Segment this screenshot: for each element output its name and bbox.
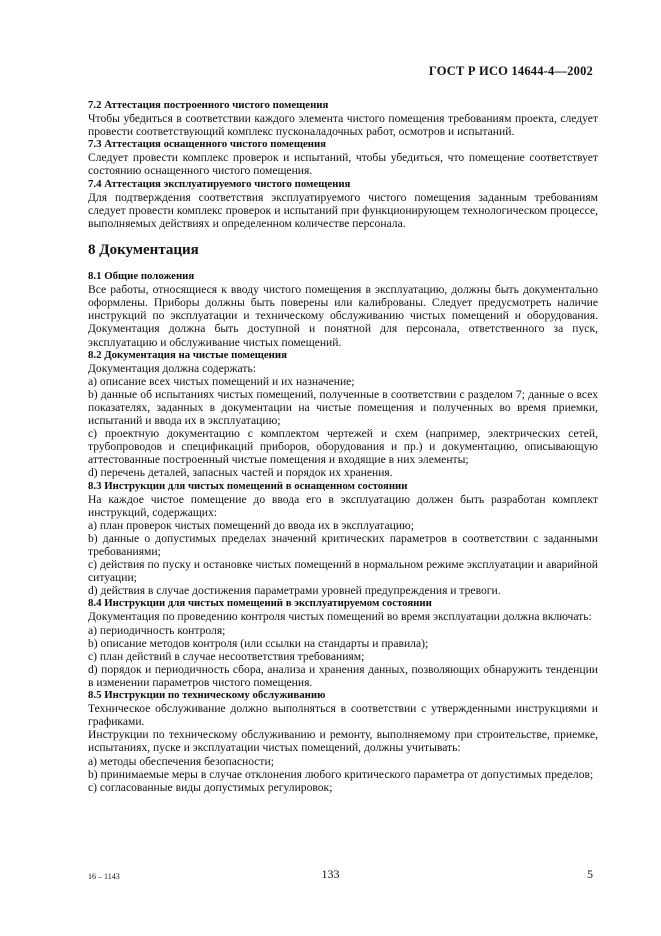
paragraph: Документация по проведению контроля чистых помещений во время эксплуатации должна включать: xyxy=(88,610,592,624)
paragraph: с) проектную документацию с комплектом чертежей и схем (например, электрических сетей, трубопроводов и спецификаций приборов, оборудования и пр.) и документацию, описывающую аттестованные построенный чистые помещения и входящие в них элементы; xyxy=(88,427,598,467)
paragraph: Документация должна содержать: xyxy=(88,361,256,375)
paragraph: с) план действий в случае несоответствия требованиям; xyxy=(88,649,365,663)
paragraph: b) данные об испытаниях чистых помещений, полученные в соответствии с разделом 7; данные о всех показателях, заданных в документации на чистые помещения и полученных во время приемки, испытаний и ввода их в эксплуатацию; xyxy=(88,387,598,428)
paragraph: Инструкции по техническому обслуживанию и ремонту, выполняемому при строительстве, приемке, испытаниях, пуске и эксплуатации чистых помещений, должны учитывать: xyxy=(88,728,598,755)
paragraph: b) принимаемые меры в случае отклонения любого критического параметра от допустимых пределов; xyxy=(88,767,594,781)
subsection-heading: 8.4 Инструкции для чистых помещений в эксплуатируемом состоянии xyxy=(88,597,432,610)
document-body xyxy=(88,99,598,794)
section-heading: 8 Документация xyxy=(88,241,199,258)
paragraph: а) периодичность контроля; xyxy=(88,623,226,637)
page-number-center: 133 xyxy=(321,867,340,881)
paragraph: d) действия в случае достижения параметрами уровней предупреждения и тревоги. xyxy=(88,584,501,598)
paragraph: b) описание методов контроля (или ссылки на стандарты и правила); xyxy=(88,636,429,650)
page-number-right: 5 xyxy=(587,867,593,881)
subsection-heading: 7.4 Аттестация эксплуатируемого чистого помещения xyxy=(88,177,351,190)
paragraph: Все работы, относящиеся к вводу чистого помещения в эксплуатацию, должны быть документально оформлены. Приборы должны быть поверены или калиброваны. Следует предусмотреть наличие инструкций по эксплуатации и техническому обслуживанию чистых помещений и оборудования. Документация должна быть доступной и понятной для персонала, ответственного за пуск, эксплуатацию и обслуживание чистых помещений. xyxy=(88,283,598,349)
paragraph: Для подтверждения соответствия эксплуатируемого чистого помещения заданным требованиям следует провести комплекс проверок и испытаний при функционирующем технологическом процессе, выполняемых действиях и определенном количестве персонала. xyxy=(88,190,598,230)
paragraph: а) план проверок чистых помещений до ввода их в эксплуатацию; xyxy=(88,518,414,532)
subsection-heading: 8.3 Инструкции для чистых помещений в оснащенном состоянии xyxy=(88,479,408,492)
paragraph: d) перечень деталей, запасных частей и порядок их хранения. xyxy=(88,466,393,480)
paragraph: а) методы обеспечения безопасности; xyxy=(88,754,274,768)
paragraph: d) порядок и периодичность сбора, анализа и хранения данных, позволяющих обнаружить тенденции в изменении параметров чистого помещения. xyxy=(88,662,598,689)
subsection-heading: 7.2 Аттестация построенного чистого помещения xyxy=(88,99,329,111)
subsection-heading: 7.3 Аттестация оснащенного чистого помещения xyxy=(88,138,327,151)
subsection-heading: 8.5 Инструкции по техническому обслуживанию xyxy=(88,689,326,702)
paragraph: Чтобы убедиться в соответствии каждого элемента чистого помещения требованиям проекта, следует провести соответствующий комплекс пусконаладочных работ, осмотров и испытаний. xyxy=(88,112,598,139)
subsection-heading: 8.1 Общие положения xyxy=(88,270,195,283)
print-code: 16 – 1143 xyxy=(88,872,120,881)
paragraph: b) данные о допустимых пределах значений критических параметров в соответствии с заданными требованиями; xyxy=(88,531,598,558)
paragraph: Следует провести комплекс проверок и испытаний, чтобы убедиться, что помещение соответствует состоянию оснащенного чистого помещения. xyxy=(88,151,598,178)
subsection-heading: 8.2 Документация на чистые помещения xyxy=(88,348,287,361)
paragraph: На каждое чистое помещение до ввода его в эксплуатацию должен быть разработан комплект инструкций, содержащих: xyxy=(88,492,598,519)
paragraph: а) описание всех чистых помещений и их назначение; xyxy=(88,374,355,388)
paragraph: Техническое обслуживание должно выполняться в соответствии с утвержденными инструкциями и графиками. xyxy=(88,702,598,729)
paragraph: с) согласованные виды допустимых регулировок; xyxy=(88,780,333,794)
document-header: ГОСТ Р ИСО 14644-4—2002 xyxy=(428,64,593,78)
paragraph: с) действия по пуску и остановке чистых помещений в нормальном режиме эксплуатации и аварийной ситуации; xyxy=(88,558,598,585)
